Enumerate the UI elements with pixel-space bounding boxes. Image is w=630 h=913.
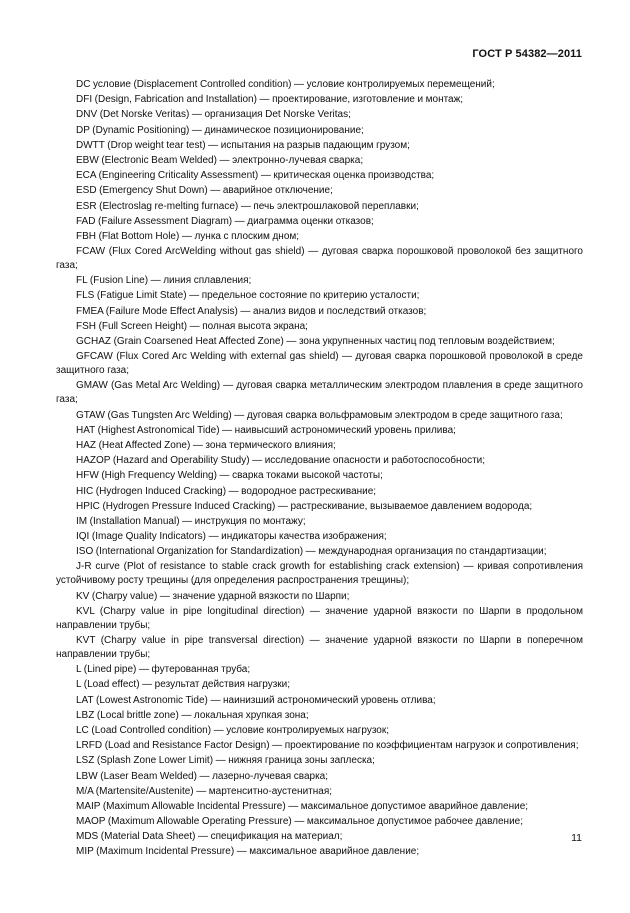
- abbreviation-entry: IQI (Image Quality Indicators) — индикаторы качества изображения;: [76, 531, 387, 543]
- abbreviation-entry: LC (Load Controlled condition) — условие контролируемых нагрузок;: [76, 724, 390, 736]
- abbreviation-entry: MAIP (Maximum Allowable Incidental Pressure) — максимальное допустимое аварийное давление;: [76, 800, 529, 812]
- abbreviation-entry: MIP (Maximum Incidental Pressure) — максимальное аварийное давление;: [76, 846, 420, 858]
- abbreviation-entry: IM (Installation Manual) — инструкция по монтажу;: [76, 515, 306, 527]
- abbreviation-entry: LSZ (Splash Zone Lower Limit) — нижняя граница зоны заплеска;: [76, 755, 375, 767]
- abbreviation-entry: GMAW (Gas Metal Arc Welding) — дуговая сварка металлическим электродом плавления в среде защитного газа;: [56, 380, 583, 406]
- abbreviation-entry: GFCAW (Flux Cored Arc Welding with external gas shield) — дуговая сварка порошковой проволокой в среде защитного газа;: [56, 351, 583, 377]
- abbreviation-entry: FL (Fusion Line) — линия сплавления;: [76, 275, 252, 287]
- abbreviation-entry: LBZ (Local brittle zone) — локальная хрупкая зона;: [76, 709, 309, 721]
- abbreviation-entry: GCHAZ (Grain Coarsened Heat Affected Zone) — зона укрупненных частиц под тепловым воздействием;: [76, 336, 555, 347]
- standard-designation: ГОСТ Р 54382—2011: [472, 48, 582, 60]
- page-number: 11: [571, 832, 582, 844]
- abbreviation-entry: KVT (Charpy value in pipe transversal direction) — значение ударной вязкости по Шарпи в поперечном направлении трубы;: [56, 635, 583, 660]
- abbreviation-entry: ESD (Emergency Shut Down) — аварийное отключение;: [76, 185, 333, 197]
- abbreviation-entry: FBH (Flat Bottom Hole) — лунка с плоским дном;: [76, 230, 300, 242]
- abbreviation-entry: M/A (Martensite/Austenite) — мартенситно-аустенитная;: [76, 785, 333, 797]
- abbreviation-entry: ECA (Engineering Criticality Assessment) — критическая оценка производства;: [76, 170, 435, 182]
- abbreviation-entry: DFI (Design, Fabrication and Installation) — проектирование, изготовление и монтаж;: [76, 94, 464, 106]
- abbreviation-entry: HPIC (Hydrogen Pressure Induced Cracking) — растрескивание, вызываемое давлением водорода;: [76, 500, 533, 512]
- abbreviation-entry: GTAW (Gas Tungsten Arc Welding) — дуговая сварка вольфрамовым электродом в среде защитного газа;: [76, 409, 563, 421]
- abbreviation-entry: DWTT (Drop weight tear test) — испытания на разрыв падающим грузом;: [76, 139, 410, 151]
- abbreviation-entry: ESR (Electroslag re-melting furnace) — печь электрошлаковой переплавки;: [76, 200, 419, 212]
- abbreviation-entry: LRFD (Load and Resistance Factor Design) — проектирование по коэффициентам нагрузок и сопротивления;: [76, 740, 579, 752]
- abbreviation-entry: L (Lined pipe) — футерованная труба;: [76, 664, 251, 676]
- abbreviation-entry: DC условие (Displacement Controlled condition) — условие контролируемых перемещений;: [76, 79, 495, 90]
- abbreviation-entry: ISO (International Organization for Standardization) — международная организация по стандартизации;: [76, 546, 547, 558]
- abbreviations-list: [56, 78, 583, 861]
- abbreviation-entry: FLS (Fatigue Limit State) — предельное состояние по критерию усталости;: [76, 290, 420, 302]
- abbreviation-entry: HFW (High Frequency Welding) — сварка токами высокой частоты;: [76, 470, 383, 482]
- abbreviation-entry: HAZOP (Hazard and Operability Study) — исследование опасности и работоспособности;: [76, 455, 486, 467]
- abbreviation-entry: HIC (Hydrogen Induced Cracking) — водородное растрескивание;: [76, 485, 377, 497]
- abbreviation-entry: MDS (Material Data Sheet) — спецификация на материал;: [76, 831, 343, 843]
- abbreviation-entry: LAT (Lowest Astronomic Tide) — наинизший астрономический уровень отлива;: [76, 694, 436, 706]
- abbreviation-entry: DNV (Det Norske Veritas) — организация Det Norske Veritas;: [76, 109, 351, 121]
- abbreviation-entry: DP (Dynamic Positioning) — динамическое позиционирование;: [76, 124, 364, 136]
- abbreviation-entry: FSH (Full Screen Height) — полная высота экрана;: [76, 320, 308, 332]
- abbreviation-entry: MAOP (Maximum Allowable Operating Pressure) — максимальное допустимое рабочее давление;: [76, 816, 523, 828]
- abbreviation-entry: FAD (Failure Assessment Diagram) — диаграмма оценки отказов;: [76, 215, 374, 227]
- abbreviation-entry: L (Load effect) — результат действия нагрузки;: [76, 679, 291, 691]
- abbreviation-entry: FCAW (Flux Cored ArcWelding without gas shield) — дуговая сварка порошковой проволокой без защитного газа;: [56, 246, 583, 272]
- abbreviation-entry: FMEA (Failure Mode Effect Analysis) — анализ видов и последствий отказов;: [76, 305, 427, 317]
- abbreviation-entry: LBW (Laser Beam Welded) — лазерно-лучевая сварка;: [76, 770, 328, 782]
- abbreviation-entry: J-R curve (Plot of resistance to stable crack growth for establishing crack extension) — кривая сопротивления устойчивому росту трещины (для определения распространения трещины);: [56, 561, 583, 587]
- abbreviation-entry: KVL (Charpy value in pipe longitudinal direction) — значение ударной вязкости по Шарпи в продольном направлении трубы;: [56, 605, 583, 631]
- abbreviation-entry: HAT (Highest Astronomical Tide) — наивысший астрономический уровень прилива;: [76, 424, 456, 436]
- abbreviation-entry: EBW (Electronic Beam Welded) — электронно-лучевая сварка;: [76, 154, 364, 166]
- abbreviation-entry: KV (Charpy value) — значение ударной вязкости по Шарпи;: [76, 590, 350, 602]
- abbreviation-entry: HAZ (Heat Affected Zone) — зона термического влияния;: [76, 439, 336, 451]
